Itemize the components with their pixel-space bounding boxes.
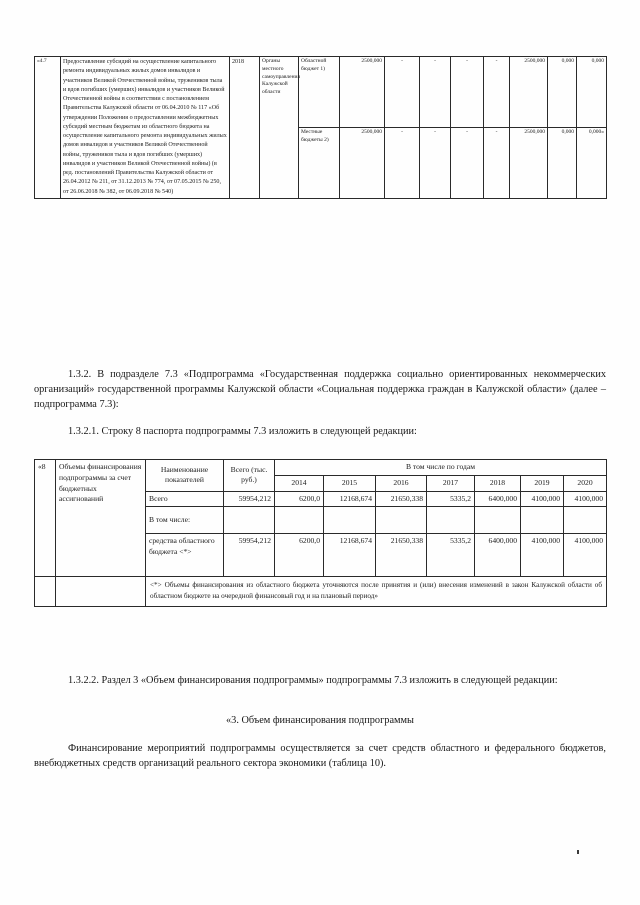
header-year: 2014 (275, 475, 324, 491)
table-footnote-row (35, 577, 607, 607)
paragraph-text: Финансирование мероприятий подпрограммы осуществляется за счет средств областного и федерального бюджетов, внебюджетных средств организаций реального сектора экономики (таблица 10). (34, 743, 606, 769)
table-header-row (35, 460, 607, 476)
measure-executor: Органы местного самоуправления Калужской области (260, 57, 299, 199)
row-year-value (324, 507, 376, 534)
row-year-value (475, 507, 521, 534)
header-year: 2019 (521, 475, 564, 491)
funding-year-value: 0,000» (577, 127, 607, 198)
funding-year-value: 0,000 (548, 57, 577, 128)
header-year: 2016 (376, 475, 427, 491)
row-year-value (521, 507, 564, 534)
header-year: 2017 (427, 475, 475, 491)
row-total (224, 507, 275, 534)
row-total: 59954,212 (224, 534, 275, 577)
funding-year-value: - (484, 127, 510, 198)
paragraph-text: 1.3.2.2. Раздел 3 «Объем финансирования подпрограммы» подпрограммы 7.3 изложить в следующей редакции: (68, 675, 558, 686)
row-year-value: 5335,2 (427, 491, 475, 507)
paragraph-text: 1.3.2. В подразделе 7.3 «Подпрограмма «Государственная поддержка социально ориентированных некоммерческих организаций» государственной программы Калужской области «Социальная поддержка граждан в Калужской области» (далее – подпрограмма 7.3): (34, 369, 606, 410)
header-total: Всего (тыс. руб.) (224, 460, 275, 492)
measure-description: Предоставление субсидий на осуществление капитального ремонта индивидуальных жилых домов инвалидов и участников Великой Отечественной войны, тружеников тыла и вдов погибших (умерших) инвалидов и участников Великой Отечественной войны в соответствии с постановлением Правительства Калужской области от 06.04.2010 № 117 «Об утверждении Положения о предоставлении межбюджетных субсидий местным бюджетам из областного бюджета на осуществление капитального ремонта индивидуальных жилых домов инвалидов и участников Великой Отечественной войны, тружеников тыла и вдов погибших (умерших) инвалидов и участников Великой Отечественной войны) (в ред. постановлений Правительства Калужской области от 26.04.2012 № 211, от 31.12.2013 № 774, от 07.05.2015 № 250, от 26.06.2018 № 382, от 06.09.2018 № 540) (61, 57, 230, 199)
row-year-value: 4100,000 (564, 491, 607, 507)
row-year-value: 6400,000 (475, 534, 521, 577)
funding-year-value: - (451, 57, 484, 128)
row-year-value: 21650,338 (376, 491, 427, 507)
header-indicator-name: Наименование показателей (146, 460, 224, 492)
row-label: В том числе: (146, 507, 224, 534)
passport-row8-table (34, 459, 607, 607)
footnote-spacer-right (56, 577, 146, 607)
header-year: 2020 (564, 475, 607, 491)
paragraph-1-3-2-2 (34, 674, 606, 689)
row-number: «8 (35, 460, 56, 577)
funding-year-value: - (420, 57, 451, 128)
row-year-value (564, 507, 607, 534)
funding-total: 2500,000 (340, 57, 385, 128)
funding-year-value: - (385, 57, 420, 128)
funding-year-value: - (385, 127, 420, 198)
row-year-value: 12168,674 (324, 491, 376, 507)
row-total: 59954,212 (224, 491, 275, 507)
paragraph-text: 1.3.2.1. Строку 8 паспорта подпрограммы 7.3 изложить в следующей редакции: (68, 426, 417, 437)
row-year-value (275, 507, 324, 534)
footnote-text: <*> Объемы финансирования из областного бюджета уточняются после принятия и (или) внесения изменений в закон Калужской области об областном бюджете на очередной финансовый год и на плановый период» (146, 577, 607, 607)
row-year-value (427, 507, 475, 534)
measure-index: «4.7 (35, 57, 61, 199)
header-by-years: В том числе по годам (275, 460, 607, 476)
funding-year-value: 0,000 (577, 57, 607, 128)
header-year: 2015 (324, 475, 376, 491)
measure-table (34, 56, 607, 199)
row-year-value (376, 507, 427, 534)
row-year-value: 4100,000 (521, 534, 564, 577)
funding-year-value: - (451, 127, 484, 198)
row-year-value: 6200,0 (275, 534, 324, 577)
paragraph-funding-description (34, 742, 606, 772)
funding-source: Областной бюджет 1) (299, 57, 340, 128)
section-heading-text: «3. Объем финансирования подпрограммы (226, 715, 414, 726)
row-year-value: 4100,000 (564, 534, 607, 577)
funding-year-value: 2500,000 (510, 127, 548, 198)
paragraph-1-3-2-1 (34, 425, 606, 440)
row-label: средства областного бюджета <*> (146, 534, 224, 577)
footnote-spacer-left (35, 577, 56, 607)
funding-year-value: 0,000 (548, 127, 577, 198)
section-heading-3 (34, 714, 606, 729)
funding-year-value: - (420, 127, 451, 198)
paragraph-1-3-2 (34, 368, 606, 412)
row-year-value: 21650,338 (376, 534, 427, 577)
row-label: Всего (146, 491, 224, 507)
funding-source: Местные бюджеты 2) (299, 127, 340, 198)
table-row (35, 57, 607, 128)
measure-year: 2018 (230, 57, 260, 199)
row-title: Объемы финансирования подпрограммы за счет бюджетных ассигнований (56, 460, 146, 577)
funding-year-value: 2500,000 (510, 57, 548, 128)
funding-total: 2500,000 (340, 127, 385, 198)
row-year-value: 5335,2 (427, 534, 475, 577)
row-year-value: 6200,0 (275, 491, 324, 507)
scan-artifact-mark (577, 850, 579, 854)
row-year-value: 4100,000 (521, 491, 564, 507)
header-year: 2018 (475, 475, 521, 491)
row-year-value: 6400,000 (475, 491, 521, 507)
row-year-value: 12168,674 (324, 534, 376, 577)
funding-year-value: - (484, 57, 510, 128)
